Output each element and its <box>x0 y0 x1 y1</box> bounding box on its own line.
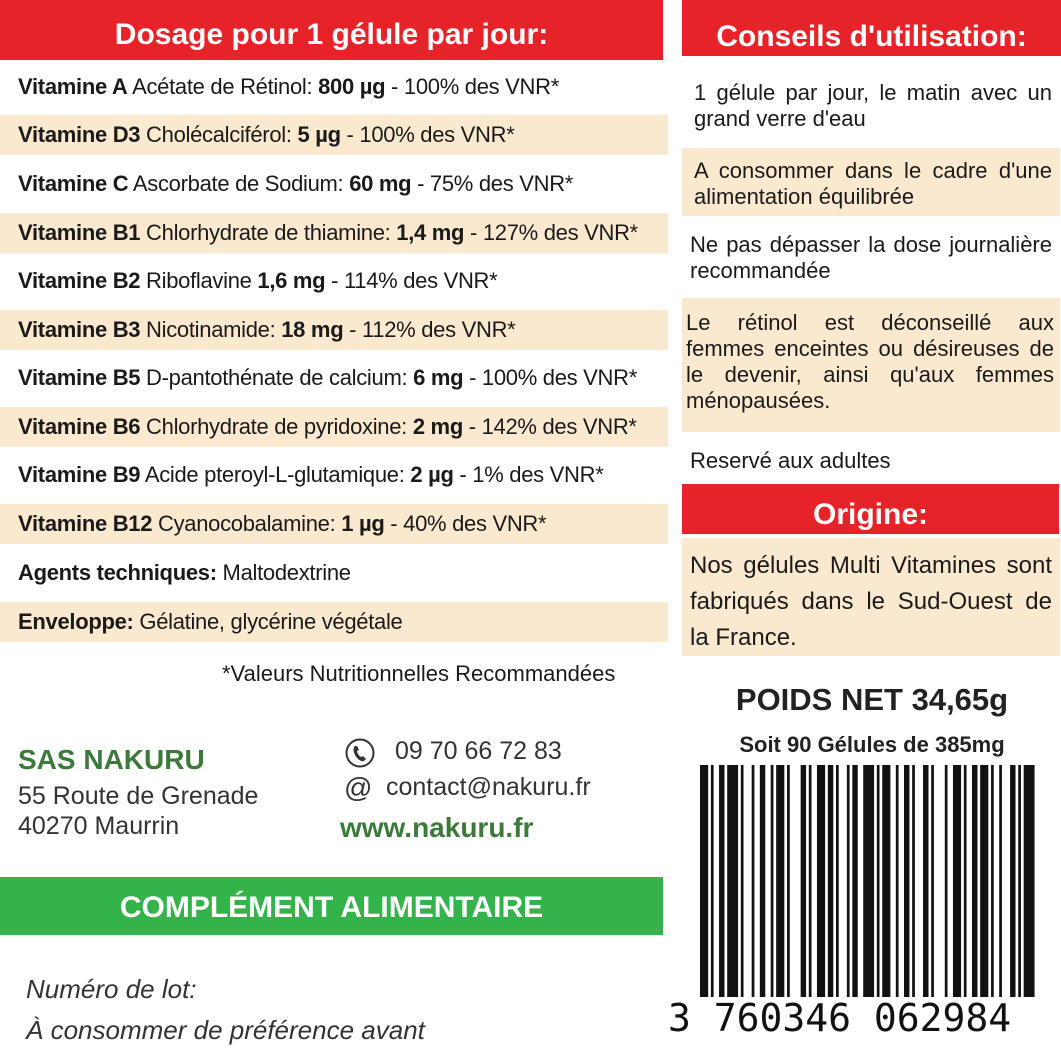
dosage-row-name: Vitamine A <box>18 74 128 99</box>
dosage-row-desc: Nicotinamide: <box>140 317 282 342</box>
barcode-bar <box>1010 765 1015 997</box>
dosage-row-amount: 2 µg <box>410 462 454 487</box>
website-link[interactable]: www.nakuru.fr <box>340 812 534 843</box>
conseil-item: 1 gélule par jour, le matin avec un grand verre d'eau <box>694 80 1052 131</box>
email-address[interactable]: contact@nakuru.fr <box>386 773 591 801</box>
dosage-row <box>0 455 668 495</box>
dosage-row-amount: 5 µg <box>297 122 341 147</box>
barcode-bar <box>787 765 790 997</box>
dosage-row <box>0 67 668 107</box>
dosage-row-vnr: - 100% des VNR* <box>385 74 559 99</box>
complement-alimentaire-banner: COMPLÉMENT ALIMENTAIRE <box>0 877 663 935</box>
barcode-bar <box>980 765 988 997</box>
dosage-row <box>0 310 668 350</box>
dosage-row-desc: Acétate de Rétinol: <box>127 74 319 99</box>
origine-text: Nos gélules Multi Vitamines sont fabriqués dans le Sud-Ouest de la France. <box>682 538 1060 656</box>
barcode-bar <box>700 765 708 997</box>
conseil-item: Reservé aux adultes <box>690 448 891 473</box>
dosage-row <box>0 358 668 398</box>
barcode-bar <box>912 765 915 997</box>
barcode-bar <box>771 765 774 997</box>
dosage-row <box>0 602 668 642</box>
dosage-row-vnr: - 75% des VNR* <box>411 171 574 196</box>
dosage-row-desc: Acide pteroyl-L-glutamique: <box>140 462 411 487</box>
barcode-bar <box>882 765 890 997</box>
barcode-bar <box>809 765 812 997</box>
conseil-item: Le rétinol est déconseillé aux femmes enceintes ou désireuses de le devenir, ainsi qu'aux femmes ménopausées. <box>682 298 1060 432</box>
dosage-row-amount: 1,4 mg <box>396 220 465 245</box>
barcode-bar <box>923 765 928 997</box>
best-before-label: À consommer de préférence avant <box>26 1015 425 1045</box>
barcode-bar <box>719 765 724 997</box>
dosage-row <box>0 504 668 544</box>
dosage-row-desc: Cyanocobalamine: <box>152 511 342 536</box>
conseil-item: Ne pas dépasser la dose journalière recommandée <box>690 232 1052 283</box>
dosage-header: Dosage pour 1 gélule par jour: <box>0 0 663 60</box>
barcode-bar <box>752 765 755 997</box>
dosage-row <box>0 261 668 301</box>
dosage-row-vnr: - 127% des VNR* <box>464 220 638 245</box>
phone-number[interactable]: 09 70 66 72 83 <box>395 737 562 765</box>
barcode-bar <box>1024 765 1035 997</box>
dosage-row-name: Vitamine B12 <box>18 511 153 536</box>
barcode-bar <box>896 765 899 997</box>
dosage-row-name: Vitamine B6 <box>18 414 141 439</box>
conseils-header: Conseils d'utilisation: <box>682 0 1061 56</box>
dosage-row-vnr: - 40% des VNR* <box>384 511 547 536</box>
barcode-bar <box>972 765 977 997</box>
dosage-row-amount: 1,6 mg <box>257 268 326 293</box>
barcode-bar <box>931 765 934 997</box>
capsule-count: Soit 90 Gélules de 385mg <box>739 732 1005 757</box>
vnr-footnote: *Valeurs Nutritionnelles Recommandées <box>222 661 616 686</box>
dosage-row <box>0 553 668 593</box>
barcode-bar <box>852 765 857 997</box>
barcode-bar <box>999 765 1002 997</box>
barcode-bar <box>828 765 833 997</box>
barcode <box>700 765 1040 997</box>
dosage-row-name: Enveloppe: <box>18 609 134 634</box>
dosage-row-name: Vitamine C <box>18 171 129 196</box>
dosage-row-amount: 6 mg <box>413 365 464 390</box>
origine-header: Origine: <box>682 484 1059 534</box>
dosage-row-amount: 60 mg <box>349 171 412 196</box>
barcode-bar <box>1018 765 1021 997</box>
dosage-row-amount: 2 mg <box>412 414 463 439</box>
dosage-row-vnr: - 100% des VNR* <box>463 365 637 390</box>
net-weight: POIDS NET 34,65g <box>735 682 1009 717</box>
dosage-row-desc: Maltodextrine <box>216 560 351 585</box>
barcode-bar <box>964 765 967 997</box>
dosage-row-desc: Riboflavine <box>140 268 258 293</box>
dosage-row <box>0 115 668 155</box>
dosage-row-amount: 800 µg <box>318 74 386 99</box>
dosage-row <box>0 164 668 204</box>
dosage-row-name: Agents techniques: <box>18 560 217 585</box>
company-name: SAS NAKURU <box>18 744 205 775</box>
barcode-bar <box>727 765 738 997</box>
barcode-bar <box>817 765 825 997</box>
dosage-row-name: Vitamine B9 <box>18 462 141 487</box>
company-city: 40270 Maurrin <box>18 812 180 840</box>
lot-number-label: Numéro de lot: <box>26 974 197 1004</box>
dosage-row-vnr: - 114% des VNR* <box>325 268 498 293</box>
dosage-row-amount: 18 mg <box>281 317 344 342</box>
email-icon: @ <box>344 772 373 803</box>
conseil-item: A consommer dans le cadre d'une alimentation équilibrée <box>682 148 1060 216</box>
dosage-row-desc: Chlorhydrate de thiamine: <box>140 220 397 245</box>
phone-icon <box>344 737 376 769</box>
barcode-bar <box>836 765 839 997</box>
dosage-row-amount: 1 µg <box>341 511 385 536</box>
barcode-bar <box>863 765 874 997</box>
barcode-bar <box>711 765 714 997</box>
dosage-row-desc: Gélatine, glycérine végétale <box>133 609 403 634</box>
dosage-row-name: Vitamine D3 <box>18 122 141 147</box>
dosage-row-name: Vitamine B3 <box>18 317 141 342</box>
dosage-row <box>0 213 668 253</box>
barcode-bar <box>847 765 850 997</box>
barcode-bar <box>801 765 806 997</box>
dosage-row-desc: Cholécalciférol: <box>140 122 298 147</box>
dosage-row-vnr: - 112% des VNR* <box>343 317 516 342</box>
dosage-row-name: Vitamine B2 <box>18 268 141 293</box>
barcode-number: 3 760346 062984 <box>668 996 1012 1040</box>
barcode-bar <box>953 765 961 997</box>
dosage-row-vnr: - 1% des VNR* <box>453 462 604 487</box>
dosage-row-desc: Ascorbate de Sodium: <box>128 171 350 196</box>
barcode-bar <box>776 765 784 997</box>
barcode-bar <box>991 765 994 997</box>
barcode-bar <box>741 765 744 997</box>
dosage-row-vnr: - 100% des VNR* <box>340 122 515 147</box>
dosage-row-desc: Chlorhydrate de pyridoxine: <box>140 414 413 439</box>
barcode-bar <box>877 765 880 997</box>
dosage-row <box>0 407 668 447</box>
company-street: 55 Route de Grenade <box>18 782 259 810</box>
barcode-bar <box>904 765 909 997</box>
barcode-bar <box>760 765 765 997</box>
barcode-bar <box>945 765 948 997</box>
dosage-row-name: Vitamine B1 <box>18 220 141 245</box>
dosage-row-name: Vitamine B5 <box>18 365 141 390</box>
dosage-row-desc: D-pantothénate de calcium: <box>140 365 414 390</box>
dosage-row-vnr: - 142% des VNR* <box>462 414 637 439</box>
